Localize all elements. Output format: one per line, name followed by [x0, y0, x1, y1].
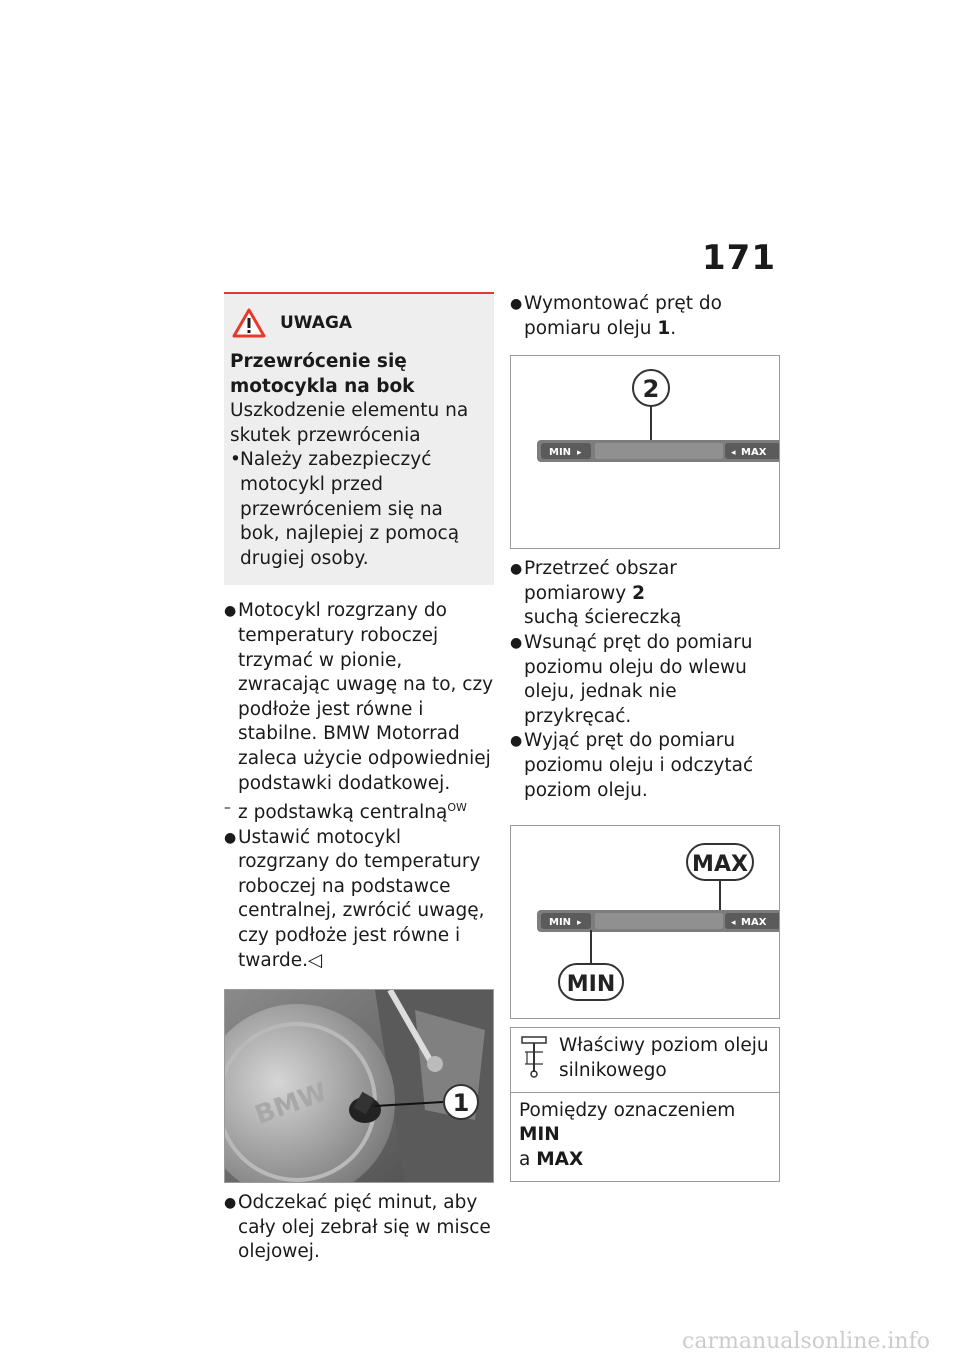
bullet-icon: ● [510, 634, 523, 651]
bullet-icon: • [230, 449, 241, 471]
left-column [224, 292, 494, 1265]
step-text: Wsunąć pręt do pomiaru poziomu oleju do wlewu oleju, jednak nie przykręcać. [524, 631, 753, 727]
dipstick-figure-2 [510, 825, 780, 1019]
warning-label: UWAGA [280, 312, 353, 333]
step-text: Przetrzeć obszar pomiarowy [524, 558, 677, 604]
max-mark: MAX [741, 447, 767, 459]
step-text: Wyjąć pręt do pomiaru poziomu oleju i odczytać poziom oleju. [524, 730, 754, 801]
max-callout: MAX [692, 852, 748, 878]
warning-action [230, 448, 488, 571]
spec-max: MAX [536, 1148, 584, 1170]
arrow-right-icon: ▸ [577, 448, 582, 459]
spec-value: Pomiędzy oznaczeniem MIN a MAX [519, 1099, 736, 1170]
engine-callout: 1 [452, 1089, 470, 1118]
list-item: ● Przetrzeć obszar pomiarowy 2 suchą ściereczką [510, 557, 780, 631]
option-sup: OW [447, 801, 467, 815]
step-text: Wymontować pręt do pomiaru oleju [524, 293, 722, 339]
bullet-icon: ● [510, 733, 523, 750]
step-text: Ustawić motocykl rozgrzany do temperatury roboczej na podstawce centralnej, zwrócić uwagę, czy podłoże jest równe i twarde. [238, 826, 485, 971]
list-item [224, 599, 494, 796]
option-text: z podstawką centralną [238, 802, 448, 824]
warning-action-text: Należy zabezpieczyć motocykl przed przewróceniem się na bok, najlepiej z pomocą drugiej osoby. [240, 449, 460, 569]
list-item [510, 631, 780, 729]
dipstick-figure-1 [510, 355, 780, 549]
bullet-icon: ● [224, 1195, 237, 1212]
warning-box [224, 292, 494, 585]
list-item [224, 1191, 494, 1265]
arrow-left-icon: ◂ [731, 918, 736, 929]
dipstick-callout: 2 [642, 375, 660, 404]
bullet-icon: ● [510, 561, 523, 578]
option-line [224, 796, 494, 826]
bullet-icon: ● [224, 603, 237, 620]
arrow-right-icon: ▸ [577, 918, 582, 929]
min-mark: MIN [549, 917, 572, 929]
step-ref: 2 [632, 582, 645, 604]
spec-title: Właściwy poziom oleju silnikowego [559, 1035, 769, 1081]
oil-level-icon [519, 1034, 549, 1078]
engine-brand-text: BMW [251, 1077, 332, 1132]
spec-header [511, 1028, 779, 1093]
list-item: ● Wymontować pręt do pomiaru oleju 1. [510, 292, 780, 341]
step-text: Odczekać pięć minut, aby cały olej zebrał się w misce olejowej. [238, 1192, 491, 1263]
dash-marker: – [224, 800, 231, 817]
engine-figure [224, 989, 494, 1183]
step-text: Motocykl rozgrzany do temperatury roboczej trzymać w pionie, zwracając uwagę na to, czy podłoże jest równe i stabilne. BMW Motorrad zaleca użycie odpowiedniej podstawki dodatkowej. [238, 600, 494, 794]
right-column [510, 292, 780, 1182]
spec-min: MIN [519, 1124, 560, 1146]
page-number: 171 [702, 238, 776, 278]
step-ref: 1 [657, 317, 671, 339]
warning-title: Przewrócenie się motocykla na bok [230, 351, 415, 397]
end-mark-icon: ◁ [308, 949, 323, 971]
arrow-left-icon: ◂ [731, 448, 736, 459]
min-callout: MIN [566, 972, 616, 998]
list-item [224, 826, 494, 974]
warning-header [230, 308, 488, 338]
engine-illustration [225, 990, 494, 1183]
footer-watermark: carmanualsonline.info [682, 1329, 930, 1354]
bullet-icon: ● [510, 296, 523, 312]
warning-triangle-icon [232, 308, 266, 338]
list-item [510, 729, 780, 803]
warning-cause: Uszkodzenie elementu na skutek przewrócenia [230, 400, 469, 446]
min-mark: MIN [549, 447, 572, 459]
max-mark: MAX [741, 917, 767, 929]
spec-table [510, 1027, 780, 1181]
bullet-icon: ● [224, 829, 237, 846]
